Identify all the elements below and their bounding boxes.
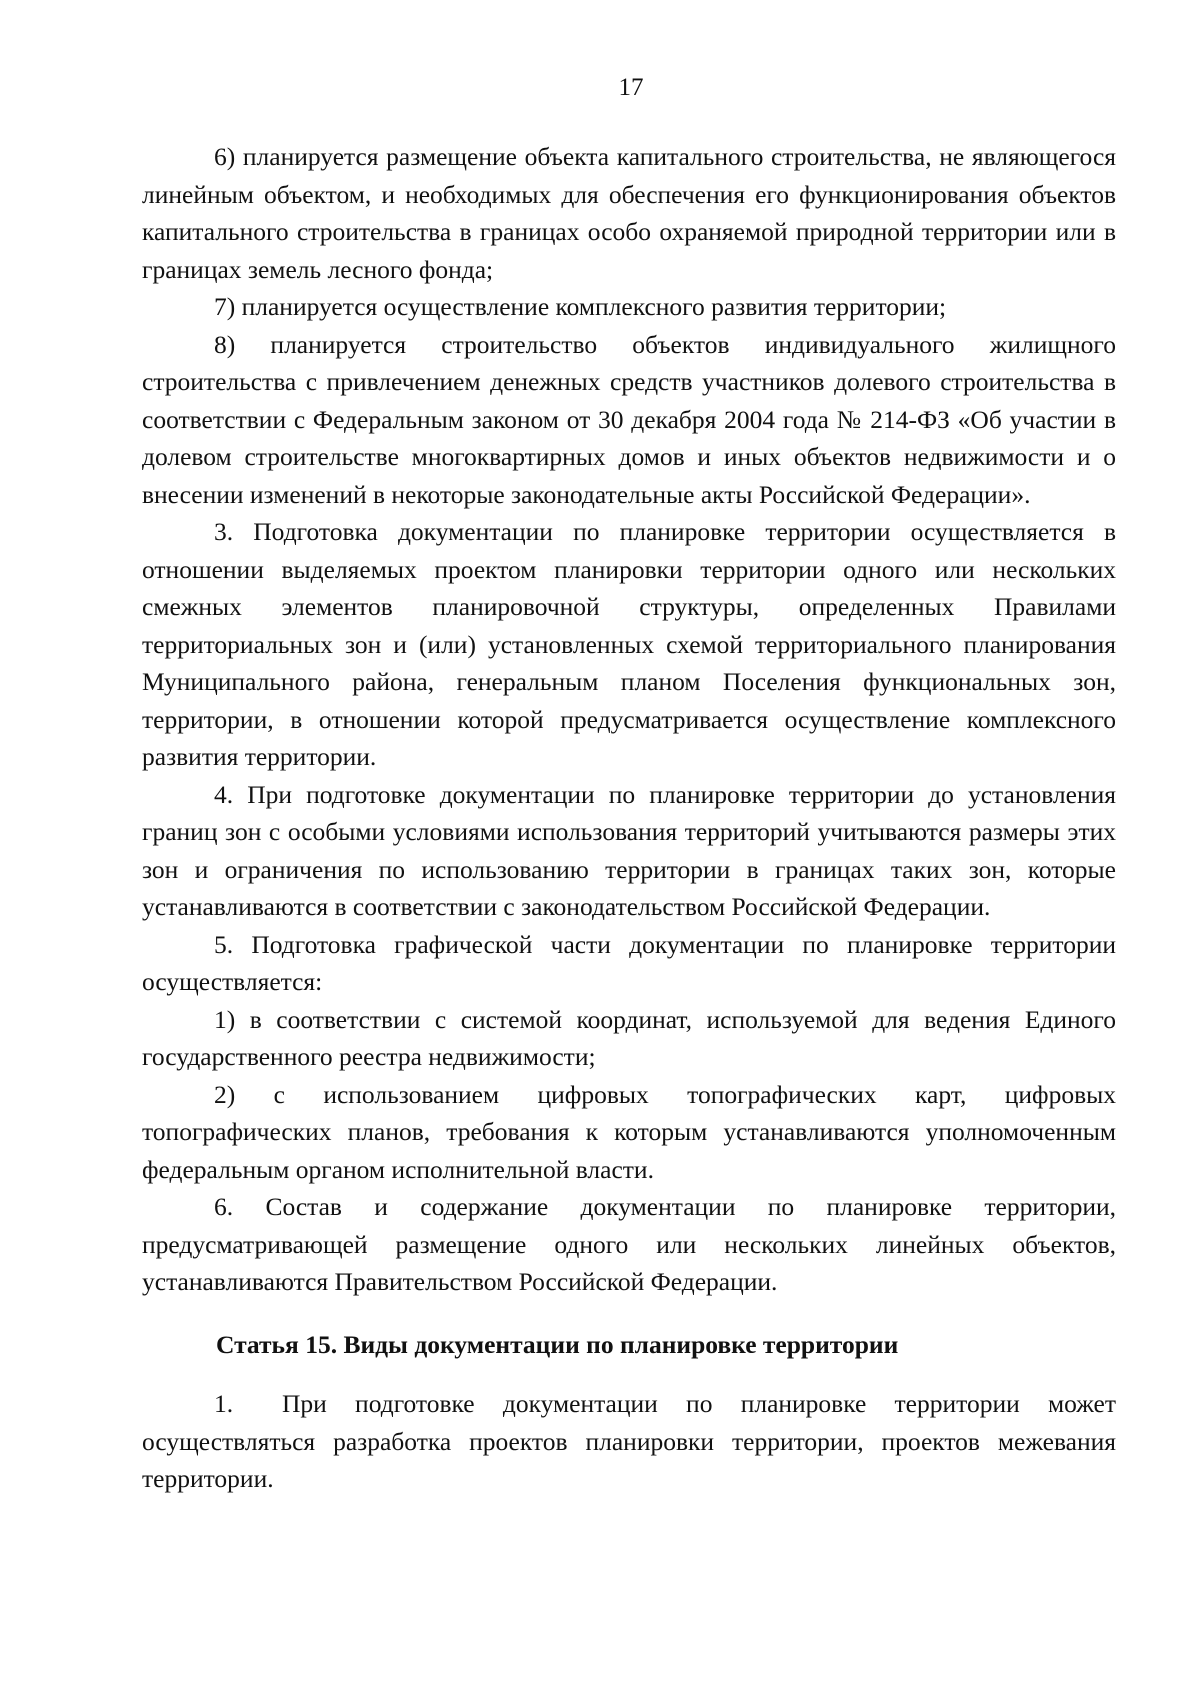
article-heading: Статья 15. Виды документации по планировке территории — [216, 1329, 899, 1359]
paragraph: 6. Состав и содержание документации по планировке территории, предусматривающей размещение одного или нескольких линейных объектов, устанавливаются Правительством Российской Федерации. — [142, 1192, 1116, 1296]
paragraph: 5. Подготовка графической части документации по планировке территории осуществляется: — [142, 929, 1116, 996]
paragraph: 3. Подготовка документации по планировке территории осуществляется в отношении выделяемых проектом планировки территории одного или нескольких смежных элементов планировочной структуры, определенных Правилами территориальных зон и (или) установленных схемой территориального планирования Муниципального района, генеральным планом Поселения функциональных зон, территории, в отношении которой предусматривается осуществление комплексного развития территории. — [142, 517, 1116, 771]
paragraph: 6) планируется размещение объекта капитального строительства, не являющегося линейным объектом, и необходимых для обеспечения его функционирования объектов капитального строительства в границах особо охраняемой природной территории или в границах земель лесного фонда; — [142, 142, 1116, 284]
article-item-number: 1. — [214, 1389, 234, 1418]
paragraph: 4. При подготовке документации по планировке территории до установления границ зон с особыми условиями использования территорий учитываются размеры этих зон и ограничения по использованию территории в границах таких зон, которые устанавливаются в соответствии с законодательством Российской Федерации. — [142, 779, 1116, 921]
paragraph: 2) с использованием цифровых топографических карт, цифровых топографических планов, требования к которым устанавливаются уполномоченным федеральным органом исполнительной власти. — [142, 1079, 1116, 1184]
page-number: 17 — [618, 74, 644, 101]
document-body — [142, 138, 1116, 1498]
article-item-text: При подготовке документации по планировке территории может осуществляться разработка проектов планировки территории, проектов межевания территории. — [142, 1389, 1116, 1493]
paragraph: 7) планируется осуществление комплексного развития территории; — [214, 292, 947, 321]
article-item — [142, 1385, 1116, 1498]
paragraph: 8) планируется строительство объектов индивидуального жилищного строительства с привлечением денежных средств участников долевого строительства в соответствии с Федеральным законом от 30 декабря 2004 года № 214-ФЗ «Об участии в долевом строительстве многоквартирных домов и иных объектов недвижимости и о внесении изменений в некоторые законодательные акты Российской Федерации». — [142, 329, 1116, 509]
paragraph: 1) в соответствии с системой координат, используемой для ведения Единого государственного реестра недвижимости; — [142, 1004, 1116, 1071]
